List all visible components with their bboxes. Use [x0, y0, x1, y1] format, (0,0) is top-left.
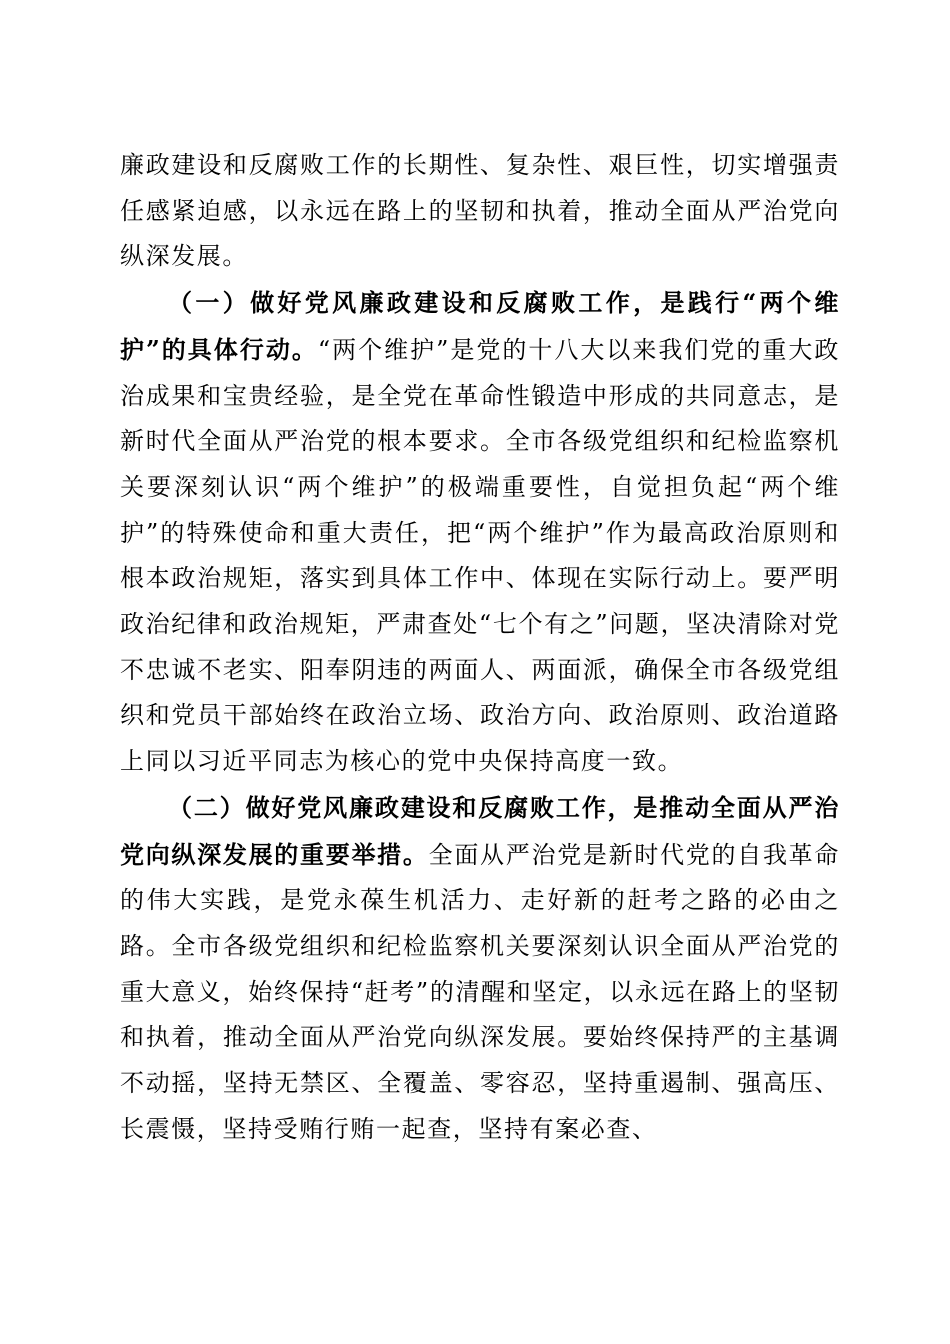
paragraph-strict-governance — [120, 785, 840, 1153]
paragraph-heading: （二）做好党风廉政建设和反腐败工作，是推动全面从严治党向纵深发展的重要举措。 — [120, 792, 840, 869]
paragraph-heading: （一）做好党风廉政建设和反腐败工作，是践行“两个维护”的具体行动。 — [120, 288, 840, 364]
paragraph-continuation — [120, 143, 840, 280]
paragraph-two-safeguards — [120, 280, 840, 785]
paragraph-text: 廉政建设和反腐败工作的长期性、复杂性、艰巨性，切实增强责任感紧迫感，以永远在路上的坚韧和执着，推动全面从严治党向纵深发展。 — [120, 151, 840, 271]
document-page — [120, 143, 840, 1152]
paragraph-text: 全面从严治党是新时代党的自我革命的伟大实践，是党永葆生机活力、走好新的赶考之路的必由之路。全市各级党组织和纪检监察机关要深刻认识全面从严治党的重大意义，始终保持“赶考”的清醒和坚定，以永远在路上的坚韧和执着，推动全面从严治党向纵深发展。要始终保持严的主基调不动摇，坚持无禁区、全覆盖、零容忍，坚持重遏制、强高压、长震慑，坚持受贿行贿一起查，坚持有案必查、 — [120, 840, 840, 1143]
paragraph-text: “两个维护”是党的十八大以来我们党的重大政治成果和宝贵经验，是全党在革命性锻造中形成的共同意志，是新时代全面从严治党的根本要求。全市各级党组织和纪检监察机关要深刻认识“两个维护”的极端重要性，自觉担负起“两个维护”的特殊使命和重大责任，把“两个维护”作为最高政治原则和根本政治规矩，落实到具体工作中、体现在实际行动上。要严明政治纪律和政治规矩，严肃查处“七个有之”问题，坚决清除对党不忠诚不老实、阳奉阴违的两面人、两面派，确保全市各级党组织和党员干部始终在政治立场、政治方向、政治原则、政治道路上同以习近平同志为核心的党中央保持高度一致。 — [120, 335, 841, 776]
